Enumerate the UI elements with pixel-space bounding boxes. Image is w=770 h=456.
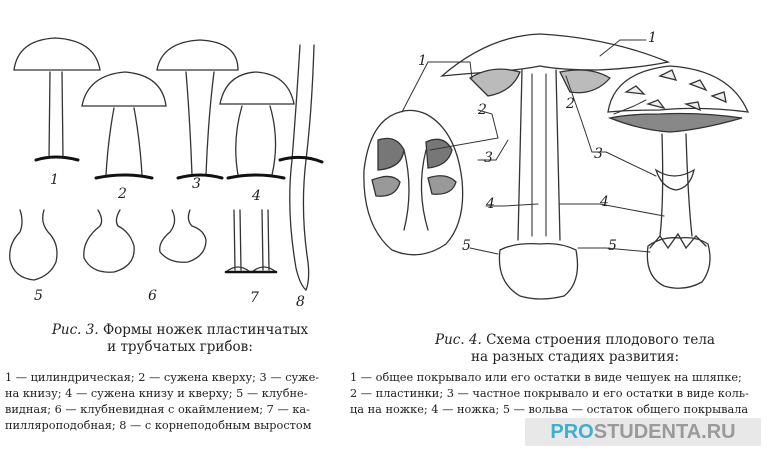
fig3-caption-line1: Формы ножек пластинчатых — [102, 322, 309, 338]
stem-form-5-tuberous — [10, 210, 57, 280]
fig3-number-1: 1 — [50, 172, 59, 188]
fig4-caption — [410, 332, 740, 366]
stem-form-6-tuberous-rimmed — [84, 210, 134, 272]
fig3-legend-line: пилляроподобная; 8 — с корнеподобным выростом — [5, 419, 312, 432]
fig4-callout-4-right: 4 — [600, 194, 609, 210]
fig4-caption-line2: на разных стадиях развития: — [470, 349, 680, 365]
fig3-number-6: 6 — [148, 288, 157, 304]
stem-form-7-capillary — [226, 210, 276, 272]
fig4-caption-prefix: Рис. 4. — [435, 332, 482, 348]
fig4-callout-3-right: 3 — [594, 146, 603, 162]
fig4-callout-2-right: 2 — [566, 96, 575, 112]
fig3-number-7: 7 — [250, 290, 259, 306]
fig4-callout-1-right: 1 — [648, 30, 657, 46]
fig3-number-3: 3 — [192, 176, 201, 192]
stem-form-3-narrowed-down — [157, 40, 238, 178]
fig3-legend — [5, 370, 335, 434]
stem-form-6b-tuberous — [160, 210, 206, 262]
fig4-legend-line: ца на ножке; 4 — ножка; 5 — вольва — остаток общего покрывала — [350, 403, 749, 416]
fig3-legend-line: 1 — цилиндрическая; 2 — сужена кверху; 3 — сужe- — [5, 371, 320, 384]
fig4-callout-3-left: 3 — [484, 150, 493, 166]
fig4-callout-5-left: 5 — [462, 238, 471, 254]
fig4-legend-line: 2 — пластинки; 3 — частное покрывало и его остатки в виде коль- — [350, 387, 749, 400]
fig4-callout-2-left: 2 — [478, 102, 487, 118]
fig4-callout-4-left: 4 — [486, 196, 495, 212]
fig3-caption — [30, 322, 330, 356]
fig3-legend-line: на книзу; 4 — сужена книзу и кверху; 5 — клубне- — [5, 387, 308, 400]
fig4-callout-1-left: 1 — [418, 53, 427, 69]
watermark-part-pro: PRO — [550, 421, 594, 443]
site-watermark — [525, 418, 761, 446]
mature-stage-amanita — [608, 66, 748, 288]
fig4-caption-line1: Схема строения плодового тела — [486, 332, 715, 348]
mid-stage-fruit-body — [442, 34, 668, 299]
fig3-number-8: 8 — [296, 294, 305, 310]
fig4-legend-line: 1 — общее покрывало или его остатки в виде чешуек на шляпке; — [350, 371, 742, 384]
fig4-callout-5-right: 5 — [608, 238, 617, 254]
watermark-part-domain: STUDENTA.RU — [593, 421, 736, 443]
fig3-legend-line: видная; 6 — клубневидная с окаймлением; 7 — ка- — [5, 403, 310, 416]
fig3-number-5: 5 — [34, 288, 43, 304]
fig3-caption-line2: и трубчатых грибов: — [107, 339, 253, 355]
fig3-caption-prefix: Рис. 3. — [51, 322, 99, 338]
stem-form-4-narrowed-both — [220, 72, 294, 178]
stem-form-2-narrowed-up — [82, 72, 166, 178]
fig4-legend — [350, 370, 760, 418]
fig3-number-2: 2 — [118, 186, 127, 202]
stem-form-8-rooting — [280, 45, 322, 290]
fig3-number-4: 4 — [252, 188, 261, 204]
egg-stage-fruit-body — [364, 110, 463, 254]
stem-form-1-cylindrical — [14, 38, 100, 160]
